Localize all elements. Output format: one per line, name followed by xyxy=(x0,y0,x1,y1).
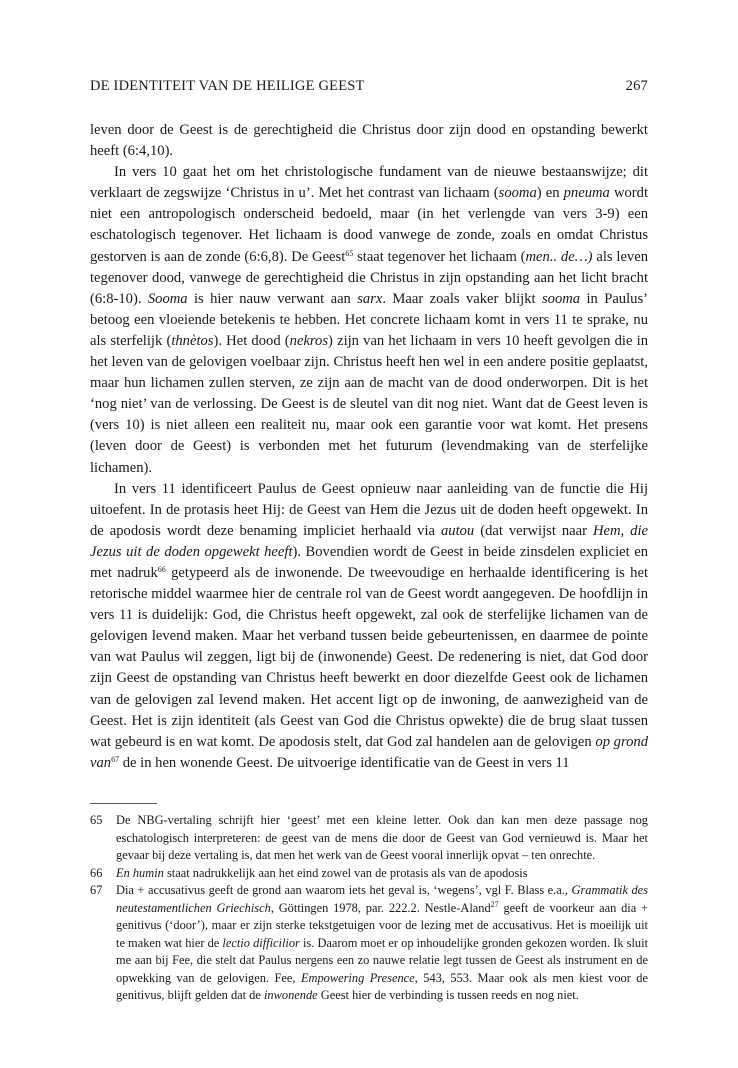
footnote-text: De NBG-vertaling schrijft hier ‘geest’ met een kleine letter. Ook dan kan men deze passage nog eschatologisch interpreteren: de geest van de mens die door de Geest van God vernieuwd is. Maar het gevaar bij deze vertaling is, dat men het werk van de Geest vooral innerlijk opvat – ten onrechte. xyxy=(116,813,648,862)
text-run: geeft de voorkeur aan dia + genitivus (‘door’), maar er zijn sterke tekstgetuigen voor de lezing met de accusativus. Het is moeilijk uit te maken wat hier de xyxy=(116,900,649,950)
footnote-separator xyxy=(90,803,157,804)
footnote-66 xyxy=(90,865,648,883)
paragraph-2 xyxy=(90,162,648,478)
italic-term: sarx xyxy=(357,290,383,307)
italic-term: pneuma xyxy=(563,185,610,202)
text-run: ) en xyxy=(536,185,564,202)
text-run: als leven tegenover dood, vanwege de gerechtigheid die Christus in zijn opstanding aan het licht bracht (6:8-10). xyxy=(90,248,648,307)
text-run: (dat verwijst naar xyxy=(474,522,593,539)
italic-term: nekros xyxy=(289,332,329,349)
italic-term: men.. de…) xyxy=(525,248,593,265)
italic-term: sooma xyxy=(541,290,581,307)
text-run: ). Het dood ( xyxy=(213,332,290,349)
text-run: Dia + accusativus geeft de grond aan waarom iets het geval is, ‘wegens’, vgl F. Blass e.a., xyxy=(116,883,572,897)
italic-term: Grammatik des neutestamentlichen Griechisch xyxy=(116,883,649,915)
footnotes xyxy=(90,812,648,1005)
text-run: In vers 11 identificeert Paulus de Geest opnieuw naar aanleiding van de functie die Hij uitoefent. In de protasis heet Hij: de Geest van Hem die Jezus uit de doden heeft opgewekt. In de apodosis wordt deze benaming impliciet herhaald via xyxy=(90,480,648,539)
footnote-ref-65[interactable]: 65 xyxy=(345,248,354,258)
text-run: Geest hier de verbinding is tussen reeds en nog niet. xyxy=(317,988,579,1002)
footnote-number: 65 xyxy=(90,813,103,827)
running-header xyxy=(90,78,648,95)
footnote-text xyxy=(116,882,648,1005)
text-run: , 543, 553. Maar ook als men kiest voor de genitivus, blijft gelden dat de xyxy=(116,970,648,1002)
footnote-number: 66 xyxy=(90,865,103,880)
text-run: in Paulus’ betoog een vloeiende betekenis te hebben. Het concrete lichaam komt in vers 11 te sprake, nu als sterfelijk ( xyxy=(90,290,648,349)
italic-term: Empowering Presence xyxy=(300,970,415,985)
footnote-number: 67 xyxy=(90,883,103,897)
italic-term: thnètos xyxy=(171,332,214,349)
paragraph-1: leven door de Geest is de gerechtigheid die Christus door zijn dood en opstanding bewerkt heeft (6:4,10). xyxy=(90,122,648,160)
italic-term: En humin xyxy=(116,865,164,880)
footnote-65 xyxy=(90,812,648,865)
text-run: is. Daarom moet er op inhoudelijke gronden gekozen worden. Ik sluit me aan bij Fee, die stelt dat Paulus nergens een zo nauwe relatie legt tussen de Geest als instrument en de opwekking van de gelovigen. Fee, xyxy=(116,935,648,985)
italic-term: op grond van xyxy=(90,733,648,771)
footnote-67 xyxy=(90,882,648,1005)
text-run: In vers 10 gaat het om het christologische fundament van de nieuwe bestaanswijze; dit verklaart de zegswijze ‘Christus in u’. Met het contrast van lichaam ( xyxy=(90,164,648,202)
text-run: ). Bovendien wordt de Geest in beide zinsdelen expliciet en met nadruk xyxy=(90,543,648,581)
italic-term: sooma xyxy=(498,185,537,202)
italic-term: Sooma xyxy=(147,290,188,307)
running-title: DE IDENTITEIT VAN DE HEILIGE GEEST xyxy=(90,78,365,94)
edition-superscript: 27 xyxy=(490,899,499,909)
italic-term: inwonende xyxy=(263,988,318,1002)
text-run: de in hen wonende Geest. De uitvoerige identificatie van de Geest in vers 11 xyxy=(119,754,570,771)
text-run: getypeerd als de inwonende. De tweevoudige en herhaalde identificering is het retorische middel waarmee hier de centrale rol van de Geest wordt aangegeven. De hoofdlijn in vers 11 is duidelijk: God, die Christus heeft opgewekt, zal ook de sterfelijke lichamen van de gelovigen levend maken. Maar het verband tussen beide gebeurtenissen, en daarmee de pointe van wat Paulus wil zeggen, ligt bij de (inwonende) Geest. De redenering is niet, dat God door zijn Geest de opstanding van Christus heeft bewerkt en door diezelfde Geest ook de lichamen van de gelovigen zal levend maken. Het accent ligt op de inwoning, de aanwezigheid van de Geest. Het is zijn identiteit (als Geest van God die Christus opwekte) die de brug slaat tussen wat gebeurd is en wat komt. De apodosis stelt, dat God zal handelen aan de gelovigen xyxy=(90,564,648,750)
text-run: , Göttingen 1978, par. 222.2. Nestle-Aland xyxy=(270,900,491,915)
italic-term: autou xyxy=(440,522,475,539)
footnote-ref-67[interactable]: 67 xyxy=(111,754,120,764)
text-run: wordt niet een antropologisch onderscheid bedoeld, maar (in het verlengde van vers 3-9) een eschatologisch tegenover. Het lichaam is dood vanwege de zonde, zoals en omdat Christus gestorven is aan de zonde (6:6,8). De Geest xyxy=(90,185,648,265)
text-run: . Maar zoals vaker blijkt xyxy=(382,290,542,307)
text-run: is hier nauw verwant aan xyxy=(187,290,358,307)
italic-term: lectio difficilior xyxy=(222,935,300,950)
footnote-ref-66[interactable]: 66 xyxy=(157,564,166,574)
text-run: staat tegenover het lichaam ( xyxy=(353,248,526,265)
footnote-text xyxy=(116,865,648,883)
paragraph-3 xyxy=(90,479,648,774)
italic-term: Hem, die Jezus uit de doden opgewekt heeft xyxy=(90,522,648,560)
text-run: ) zijn van het lichaam in vers 10 heeft gevolgen die in het leven van de gelovigen voelbaar zijn. Christus heeft hen wel in een andere positie geplaatst, maar hun lichamen zullen sterven, ze zijn aan de macht van de dood onderworpen. Dit is het ‘nog niet’ van de verlossing. De Geest is de sleutel van dit nog niet. Want dat de Geest leven is (vers 10) is niet alleen een realiteit nu, maar ook een garantie voor wat komt. Het presens (leven door de Geest) is verbonden met het futurum (levendmaking van de sterfelijke lichamen). xyxy=(90,332,648,476)
page-number: 267 xyxy=(625,78,648,94)
main-text xyxy=(90,120,648,774)
text-run: staat nadrukkelijk aan het eind zowel van de protasis als van de apodosis xyxy=(163,865,528,880)
